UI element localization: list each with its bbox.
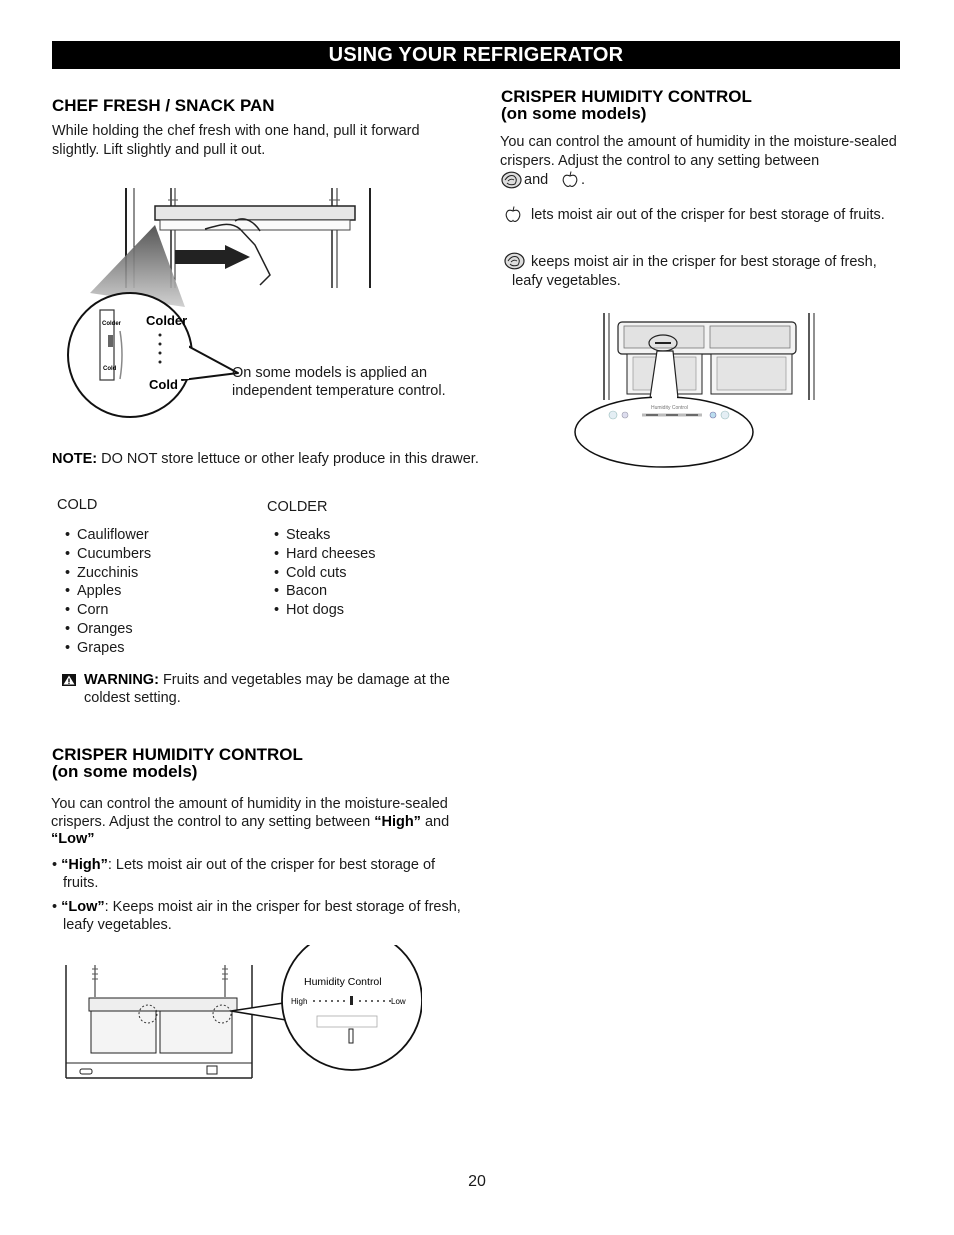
apple-icon — [561, 170, 579, 189]
list-item: • Cucumbers — [65, 545, 151, 564]
crisper-right-subheading: (on some models) — [501, 104, 647, 123]
crisper-left-body: You can control the amount of humidity in the moisture-sealed crispers. Adjust the control to any setting between “High” and “Low” — [51, 796, 450, 847]
crisper-right-heading: CRISPER HUMIDITY CONTROL — [501, 87, 752, 106]
crisper-right-body: You can control the amount of humidity in the moisture-sealed crispers. Adjust the control to any setting between — [500, 134, 897, 169]
warning-label: WARNING: — [84, 672, 159, 688]
vegetable-setting-text: keeps moist air in the crisper for best storage of fresh, leafy vegetables. — [512, 254, 877, 289]
list-item: • Oranges — [65, 620, 151, 639]
crisper-left-heading: CRISPER HUMIDITY CONTROL — [52, 745, 303, 764]
crisper-left-high-bullet: • “High”: Lets moist air out of the crisper for best storage of fruits. — [52, 857, 436, 891]
chef-fresh-body: While holding the chef fresh with one hand, pull it forward slightly. Lift slightly and pull it out. — [52, 123, 420, 158]
svg-text:Colder: Colder — [102, 321, 122, 327]
fruit-setting-text: lets moist air out of the crisper for best storage of fruits. — [531, 207, 885, 223]
period-mark: . — [581, 172, 586, 188]
chef-fresh-callout: On some models is applied an independent temperature control. — [232, 365, 446, 399]
list-item: • Bacon — [274, 582, 375, 601]
list-item: • Cold cuts — [274, 564, 375, 583]
cold-heading: COLD — [57, 497, 98, 513]
crisper-left-subheading: (on some models) — [52, 762, 198, 781]
svg-text:Cold: Cold — [103, 366, 117, 372]
warning-text: Fruits and vegetables may be damage at the coldest setting. — [84, 672, 450, 706]
list-item: • Corn — [65, 601, 151, 620]
svg-text:High: High — [291, 997, 308, 1006]
page-number: 20 — [468, 1173, 486, 1190]
chef-fresh-heading: CHEF FRESH / SNACK PAN — [52, 96, 275, 115]
svg-text:Humidity Control: Humidity Control — [304, 976, 382, 988]
list-item: • Apples — [65, 582, 151, 601]
lettuce-icon — [501, 171, 522, 189]
cold-items-list — [65, 526, 151, 658]
note-paragraph — [52, 450, 515, 469]
colder-items-list — [274, 526, 375, 620]
svg-text:Colder: Colder — [146, 313, 188, 328]
colder-heading: COLDER — [267, 499, 328, 515]
list-item: • Hot dogs — [274, 601, 375, 620]
svg-text:Humidity Control: Humidity Control — [651, 405, 688, 411]
list-item: • Hard cheeses — [274, 545, 375, 564]
note-label: NOTE: — [52, 451, 98, 467]
list-item: • Steaks — [274, 526, 375, 545]
svg-text:Low: Low — [391, 997, 406, 1006]
page-banner: USING YOUR REFRIGERATOR — [52, 41, 900, 69]
warning-paragraph — [84, 672, 454, 707]
note-text: DO NOT store lettuce or other leafy produce in this drawer. — [101, 451, 479, 467]
crisper-left-illustration — [62, 945, 422, 1085]
list-item: • Grapes — [65, 639, 151, 658]
and-connector: and — [524, 172, 549, 188]
svg-text:Cold: Cold — [149, 377, 178, 392]
list-item: • Cauliflower — [65, 526, 151, 545]
warning-triangle-icon — [62, 674, 76, 686]
crisper-left-low-bullet: • “Low”: Keeps moist air in the crisper for best storage of fresh, leafy vegetables. — [52, 899, 461, 933]
crisper-right-illustration — [572, 306, 822, 471]
list-item: • Zucchinis — [65, 564, 151, 583]
